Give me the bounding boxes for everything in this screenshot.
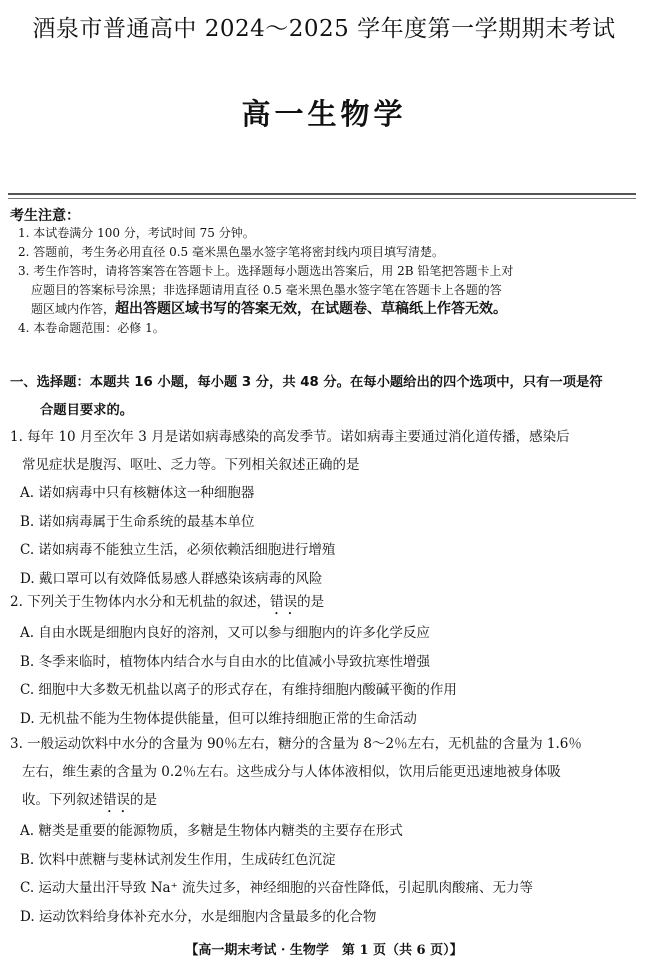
question-2-options xyxy=(20,619,640,733)
question-3-option-d: D. 运动饮料给身体补充水分，水是细胞内含量最多的化合物 xyxy=(20,908,377,925)
notice-warning: 超出答题区域书写的答案无效，在试题卷、草稿纸上作答无效。 xyxy=(115,301,508,317)
notice-item-3-tail: 题区域内作答， xyxy=(31,302,116,316)
question-3-stem-pre: 收。下列叙述 xyxy=(22,792,103,808)
section-heading-line-1: 一、选择题：本题共 16 小题，每小题 3 分，共 48 分。在每小题给出的四个选项中，只有一项是符 xyxy=(10,375,603,390)
section-heading xyxy=(10,369,638,425)
question-2-stem-pre: 2. 下列关于生物体内水分和无机盐的叙述， xyxy=(10,594,271,610)
question-3-option-c: C. 运动大量出汗导致 Na⁺ 流失过多，神经细胞的兴奋性降低，引起肌肉酸痛、无力等 xyxy=(20,880,533,897)
question-2-emphasis: 错误 xyxy=(270,594,298,610)
exam-title: 酒泉市普通高中 2024～2025 学年度第一学期期末考试 xyxy=(32,16,616,42)
question-2-line-1 xyxy=(10,588,638,618)
subject-title: 高一生物学 xyxy=(241,97,407,131)
question-3-line-2: 左右，维生素的含量为 0.2％左右。这些成分与人体体液相似，饮用后能更迅速地被身体吸 xyxy=(22,764,561,780)
question-3-stem-post: 的是 xyxy=(130,792,157,808)
question-3-line-3 xyxy=(10,786,638,816)
question-2-stem xyxy=(10,588,638,618)
question-3-option-a: A. 糖类是重要的能源物质，多糖是生物体内糖类的主要存在形式 xyxy=(20,823,403,839)
question-3-emphasis: 错误 xyxy=(103,792,130,808)
notice-item-4: 4. 本卷命题范围：必修 1。 xyxy=(18,321,165,335)
question-1-options xyxy=(20,479,640,593)
section-heading-line-2: 合题目要求的。 xyxy=(40,403,134,418)
question-3-option-b: B. 饮料中蔗糖与斐林试剂发生作用，生成砖红色沉淀 xyxy=(20,851,336,868)
question-3-line-1: 3. 一般运动饮料中水分的含量为 90％左右，糖分的含量为 8～2％左右，无机盐的含量为 1.6％ xyxy=(10,736,582,752)
notice-title: 考生注意： xyxy=(10,208,80,224)
question-2-option-b: B. 冬季来临时，植物体内结合水与自由水的比值减小导致抗寒性增强 xyxy=(20,653,431,670)
notice-item-1: 1. 本试卷满分 100 分，考试时间 75 分钟。 xyxy=(18,226,255,240)
question-1-option-a: A. 诺如病毒中只有核糖体这一种细胞器 xyxy=(20,485,255,501)
notice-item-3: 3. 考生作答时，请将答案答在答题卡上。选择题每小题选出答案后，用 2B 铅笔把答题卡上对 xyxy=(18,264,514,278)
question-2-option-a: A. 自由水既是细胞内良好的溶剂，又可以参与细胞内的许多化学反应 xyxy=(20,625,430,641)
question-3-stem xyxy=(10,730,638,816)
notice-item-3-cont-2 xyxy=(18,300,638,319)
question-3-options xyxy=(20,817,640,931)
question-1-option-c: C. 诺如病毒不能独立生活，必须依赖活细胞进行增殖 xyxy=(20,542,336,559)
notice-item-2: 2. 答题前，考生务必用直径 0.5 毫米黑色墨水签字笔将密封线内项目填写清楚。 xyxy=(18,245,444,259)
notice-list xyxy=(18,224,638,338)
question-2-option-c: C. 细胞中大多数无机盐以离子的形式存在，有维持细胞内酸碱平衡的作用 xyxy=(20,682,457,699)
notice-item-3-cont: 应题目的答案标号涂黑；非选择题请用直径 0.5 毫米黑色墨水签字笔在答题卡上各题的答 xyxy=(31,283,502,297)
page-footer: 【高一期末考试 · 生物学 第 1 页（共 6 页）】 xyxy=(185,943,463,958)
divider-thick xyxy=(8,193,636,195)
divider-thin xyxy=(8,198,636,199)
question-1-option-b: B. 诺如病毒属于生命系统的最基本单位 xyxy=(20,513,255,530)
question-2-stem-post: 的是 xyxy=(297,594,325,610)
question-1-option-d: D. 戴口罩可以有效降低易感人群感染该病毒的风险 xyxy=(20,570,323,587)
question-1-line-2: 常见症状是腹泻、呕吐、乏力等。下列相关叙述正确的是 xyxy=(22,457,360,473)
question-1-stem xyxy=(10,423,638,479)
question-1-line-1: 1. 每年 10 月至次年 3 月是诺如病毒感染的高发季节。诺如病毒主要通过消化道传播，感染后 xyxy=(10,429,570,445)
question-2-option-d: D. 无机盐不能为生物体提供能量，但可以维持细胞正常的生命活动 xyxy=(20,710,417,727)
